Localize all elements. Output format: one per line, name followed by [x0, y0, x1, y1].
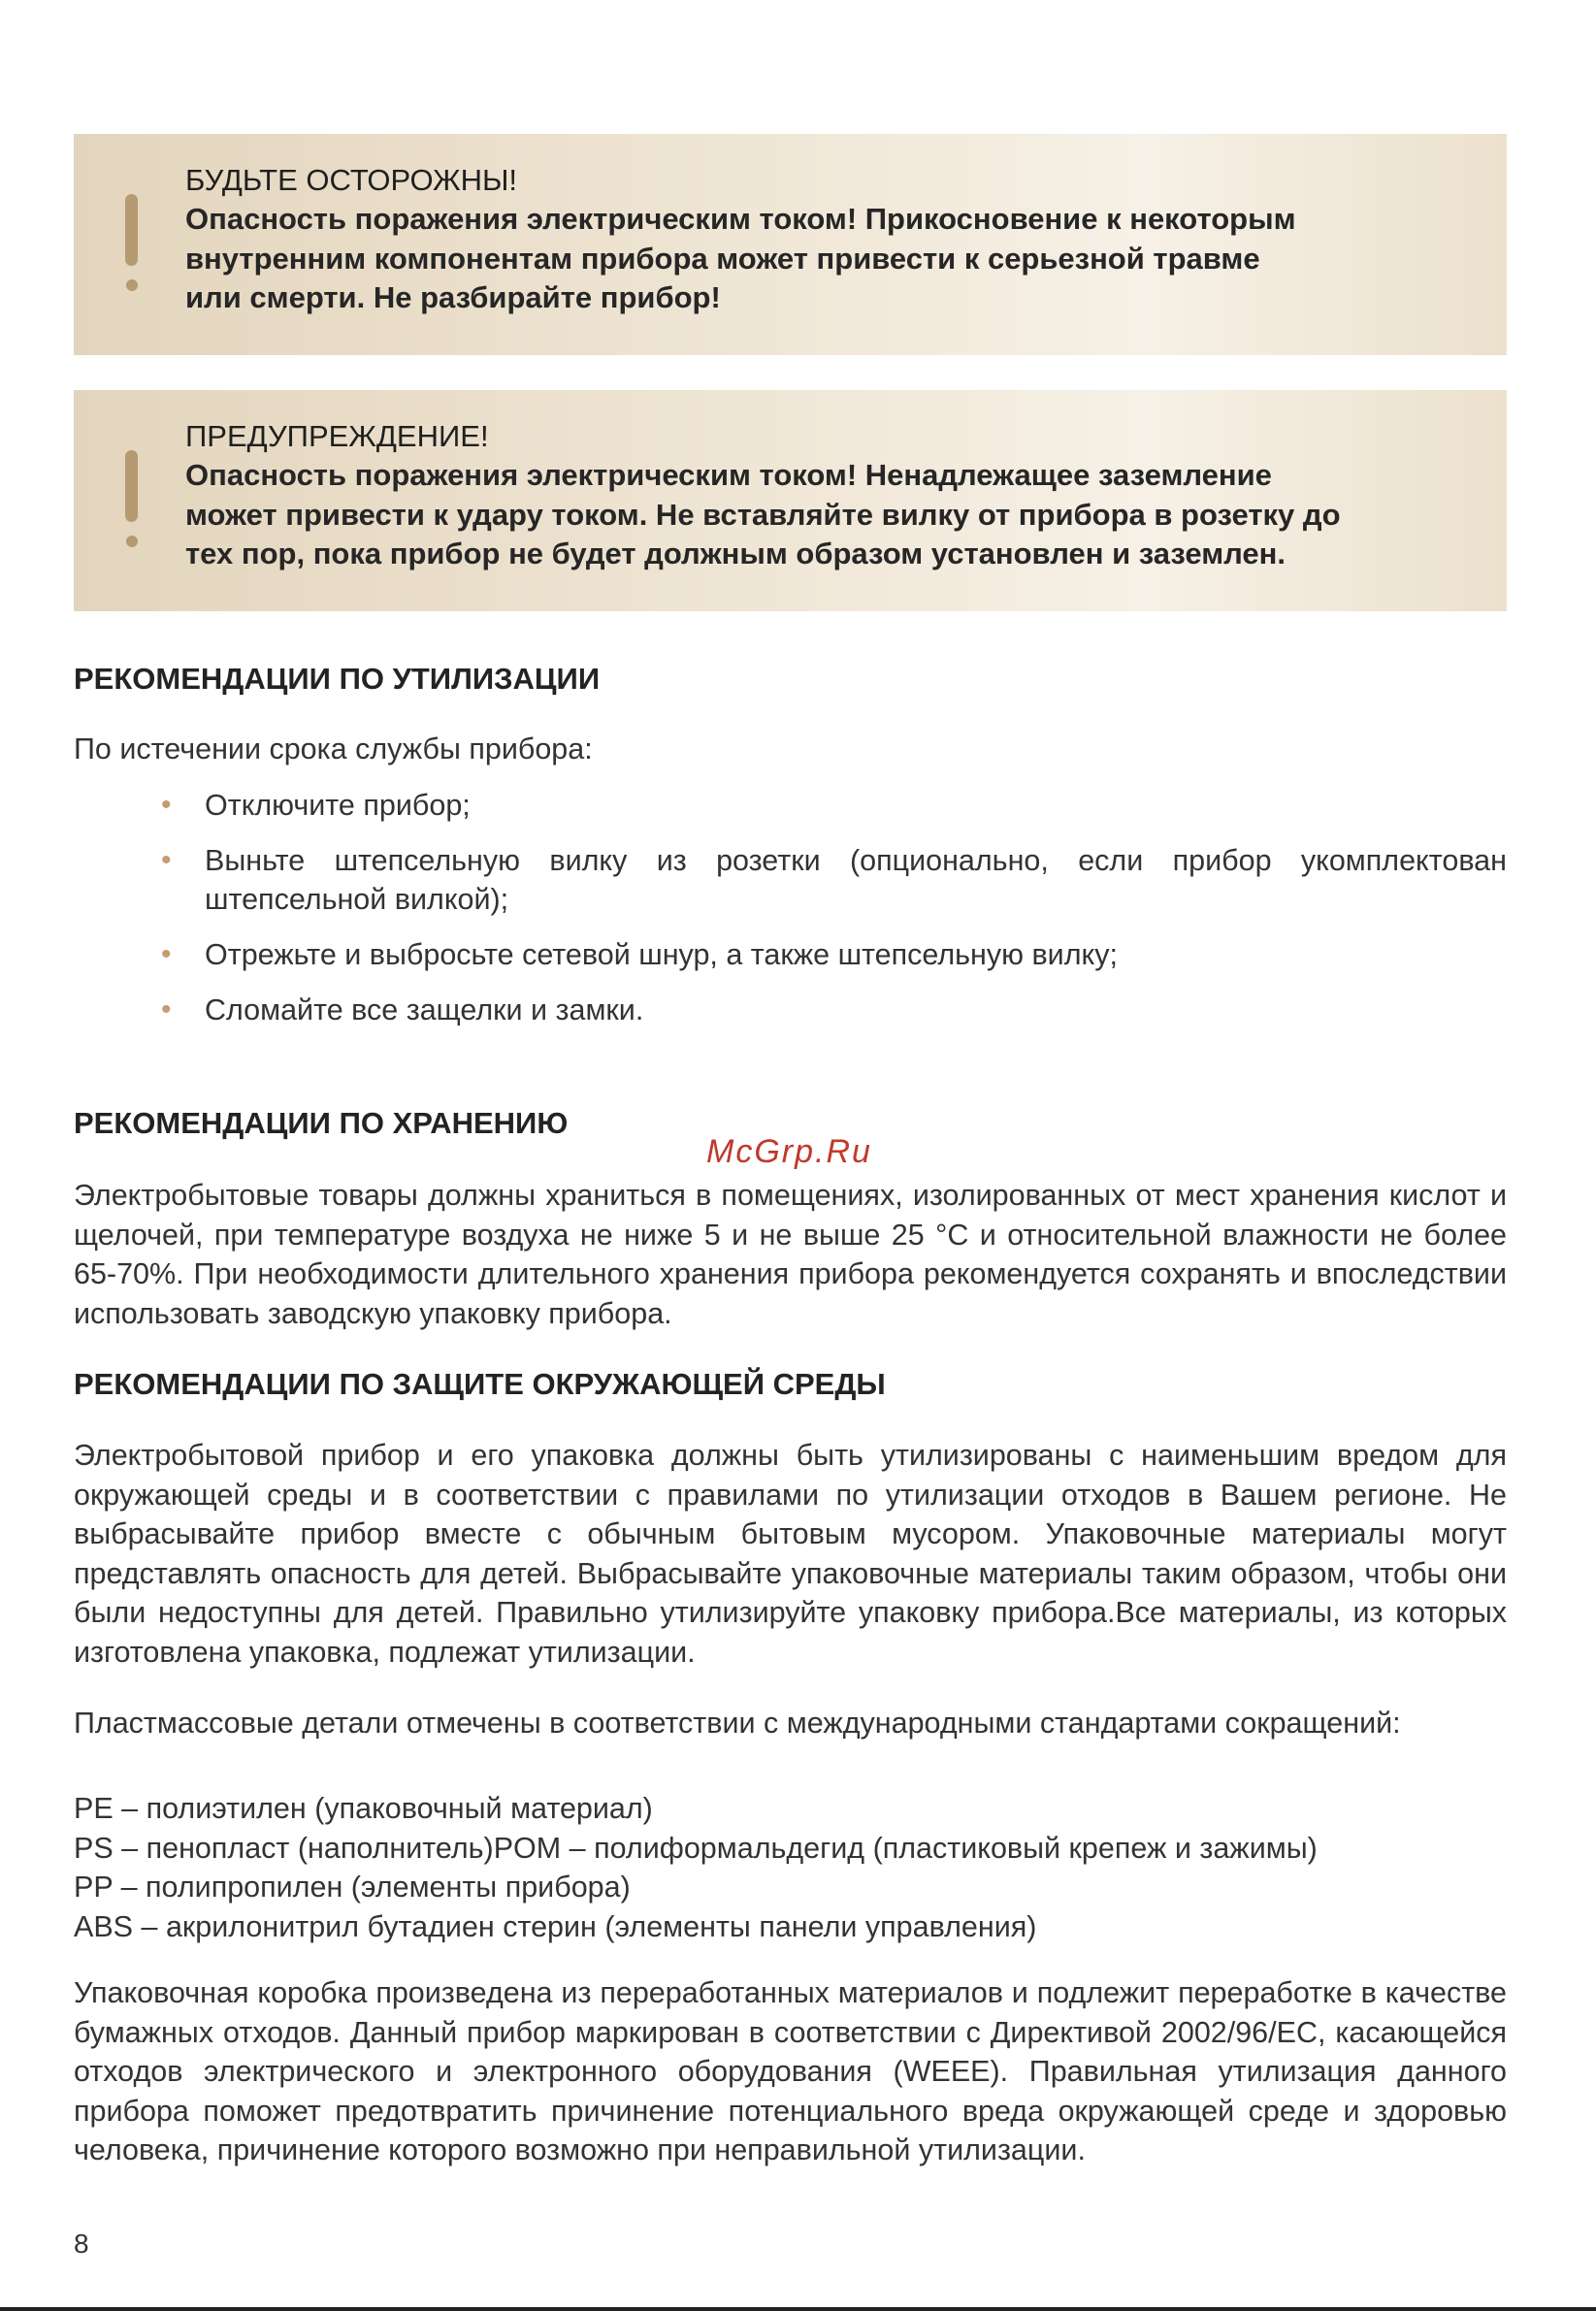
bullet-icon: •	[161, 938, 172, 970]
warning-text	[185, 456, 1447, 574]
plastic-item: PE – полиэтилен (упаковочный материал)	[74, 1792, 653, 1825]
watermark: McGrp.Ru	[706, 1133, 872, 1170]
bullet-icon: •	[161, 789, 172, 821]
warning-box-caution	[74, 134, 1507, 355]
warning-line: Опасность поражения электрическим током! Ненадлежащее заземление	[185, 458, 1272, 492]
environment-paragraph-1: Электробытовой прибор и его упаковка должны быть утилизированы с наименьшим вредом для окружающей среды и в соответствии с правилами по утилизации отходов в Вашем регионе. Не выбрасывайте прибор вместе с обычным бытовым мусором. Упаковочные материалы могут представлять опасность для детей. Выбрасывайте упаковочные материалы таким образом, чтобы они были недоступны для детей. Правильно утилизируйте упаковку прибора.Все материалы, из которых изготовлена упаковка, подлежат утилизации.	[74, 1439, 1507, 1669]
exclamation-icon	[125, 194, 138, 266]
plastic-item: PS – пенопласт (наполнитель)POM – полиформальдегид (пластиковый крепеж и зажимы)	[74, 1831, 1318, 1865]
environment-paragraph-3: Упаковочная коробка произведена из переработанных материалов и подлежит переработке в качестве бумажных отходов. Данный прибор маркирован в соответствии с Директивой 2002/96/EC, касающейся отходов электрического и электронного оборудования (WEEE). Правильная утилизация данного прибора поможет предотвратить причинение потенциального вреда окружающей среде и здоровью человека, причинение которого возможно при неправильной утилизации.	[74, 1976, 1507, 2166]
warning-box-warning	[74, 390, 1507, 611]
page-number: 8	[74, 2229, 89, 2259]
warning-line: Опасность поражения электрическим током! Прикосновение к некоторым	[185, 202, 1296, 236]
plastic-item: PP – полипропилен (элементы прибора)	[74, 1871, 631, 1904]
environment-heading: РЕКОМЕНДАЦИИ ПО ЗАЩИТЕ ОКРУЖАЮЩЕЙ СРЕДЫ	[74, 1367, 886, 1401]
warning-title: ПРЕДУПРЕЖДЕНИЕ!	[185, 419, 489, 453]
list-item: • Выньте штепсельную вилку из розетки (опционально, если прибор укомплектован штепсельной вилкой);	[74, 841, 1507, 919]
exclamation-dot-icon	[126, 536, 138, 547]
storage-text: Электробытовые товары должны храниться в помещениях, изолированных от мест хранения кислот и щелочей, при температуре воздуха не ниже 5 и не выше 25 °С и относительной влажности не более 65-70%. При необходимости длительного хранения прибора рекомендуется сохранять и впоследствии использовать заводскую упаковку прибора.	[74, 1179, 1507, 1330]
bullet-icon: •	[161, 993, 172, 1025]
exclamation-dot-icon	[126, 279, 138, 291]
list-item: • Сломайте все защелки и замки.	[74, 991, 1507, 1029]
warning-line: внутренним компонентам прибора может привести к серьезной травме	[185, 241, 1260, 276]
warning-line: тех пор, пока прибор не будет должным образом установлен и заземлен.	[185, 537, 1286, 570]
list-item: • Отключите прибор;	[74, 786, 1507, 825]
disposal-heading: РЕКОМЕНДАЦИИ ПО УТИЛИЗАЦИИ	[74, 662, 601, 696]
bullet-icon: •	[161, 844, 172, 876]
plastics-list	[74, 1789, 1507, 1946]
warning-title: БУДЬТЕ ОСТОРОЖНЫ!	[185, 163, 518, 197]
exclamation-icon	[125, 450, 138, 522]
plastic-item: ABS – акрилонитрил бутадиен стерин (элементы панели управления)	[74, 1909, 1037, 1943]
list-item: • Отрежьте и выбросьте сетевой шнур, а также штепсельную вилку;	[74, 935, 1507, 974]
bottom-border	[0, 2307, 1596, 2311]
warning-line: может привести к удару током. Не вставляйте вилку от прибора в розетку до	[185, 497, 1341, 532]
warning-text	[185, 200, 1447, 318]
environment-paragraph-2: Пластмассовые детали отмечены в соответствии с международными стандартами сокращений:	[74, 1707, 1401, 1740]
disposal-list	[74, 786, 1507, 1046]
storage-heading: РЕКОМЕНДАЦИИ ПО ХРАНЕНИЮ	[74, 1106, 569, 1140]
warning-line: или смерти. Не разбирайте прибор!	[185, 280, 721, 314]
disposal-intro: По истечении срока службы прибора:	[74, 732, 593, 765]
